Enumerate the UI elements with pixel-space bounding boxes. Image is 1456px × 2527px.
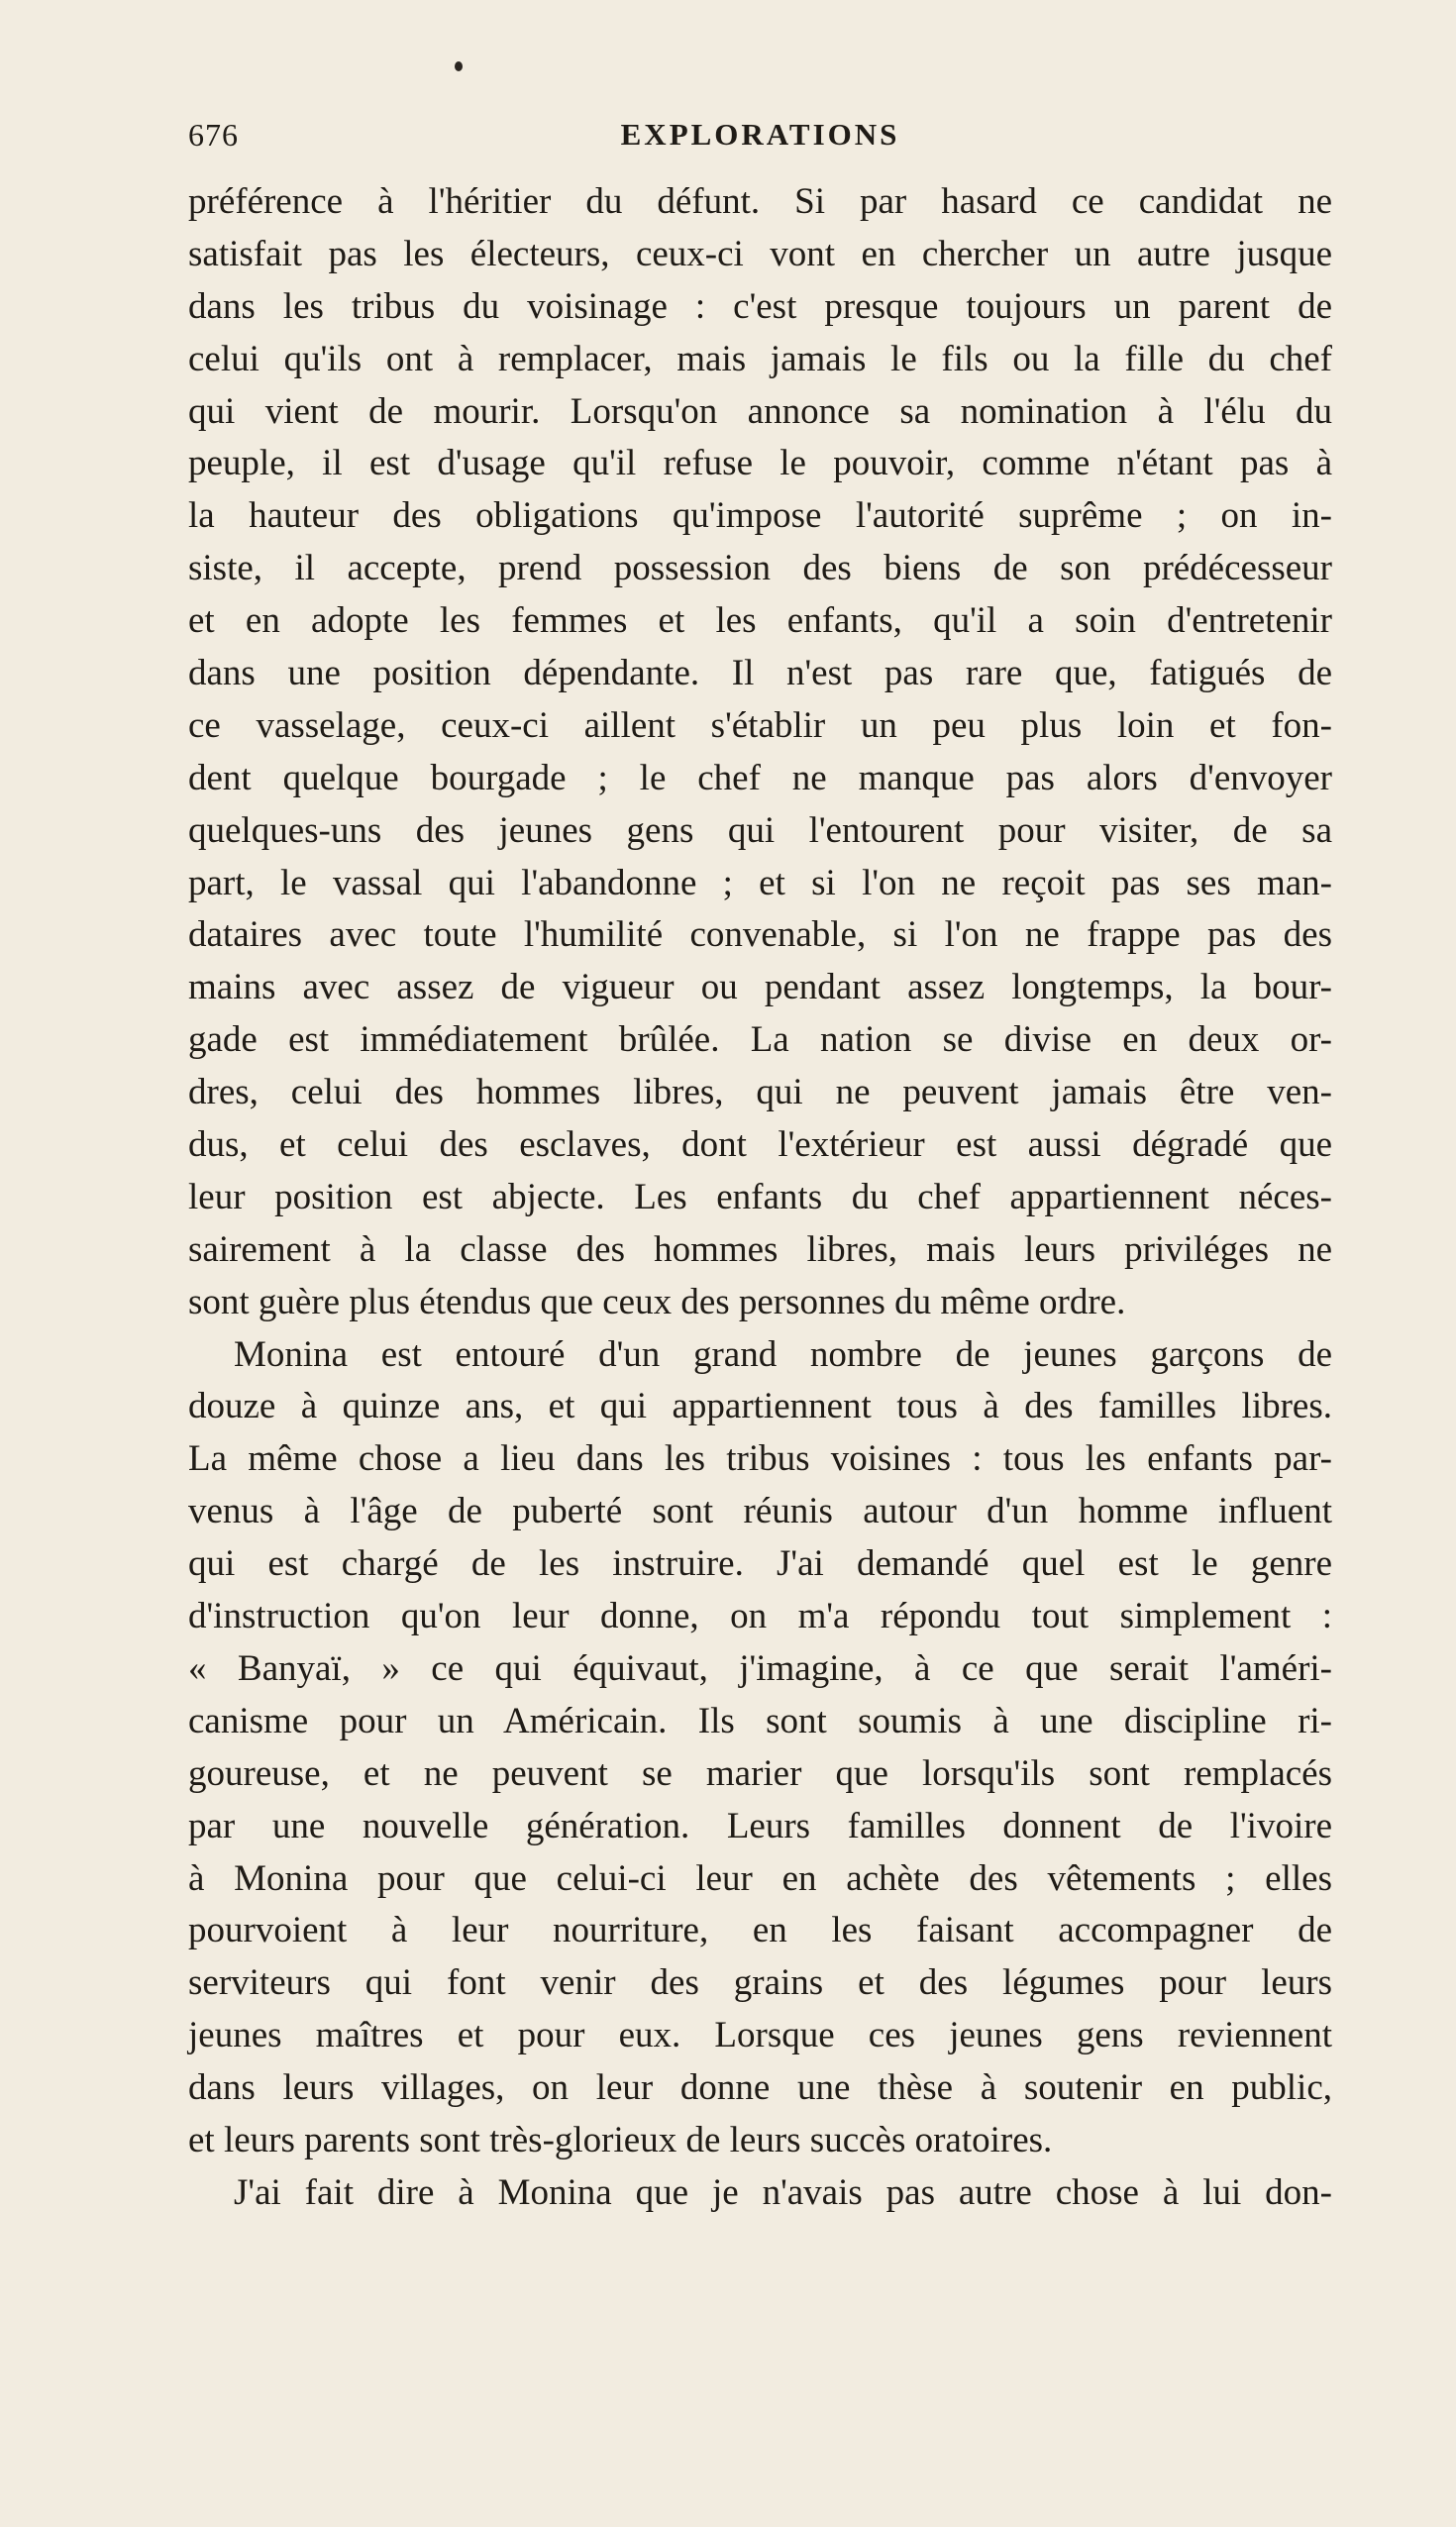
text-line: jeunes maîtres et pour eux. Lorsque ces jeunes gens reviennent — [188, 2015, 1332, 2056]
text-line: et en adopte les femmes et les enfants, qu'il a soin d'entretenir — [188, 600, 1332, 642]
text-line: mains avec assez de vigueur ou pendant assez longtemps, la bour- — [188, 967, 1332, 1008]
text-line: canisme pour un Américain. Ils sont soumis à une discipline ri- — [188, 1700, 1332, 1741]
text-line: gade est immédiatement brûlée. La nation se divise en deux or- — [188, 1019, 1332, 1061]
text-line: qui vient de mourir. Lorsqu'on annonce sa nomination à l'élu du — [188, 390, 1332, 432]
text-line: douze à quinze ans, et qui appartiennent tous à des familles libres. — [188, 1386, 1332, 1427]
text-line: satisfait pas les électeurs, ceux-ci vont en chercher un autre jusque — [188, 233, 1332, 274]
text-line: la hauteur des obligations qu'impose l'autorité suprême ; on in- — [188, 495, 1332, 537]
text-line: dans les tribus du voisinage : c'est presque toujours un parent de — [188, 285, 1332, 327]
running-title: EXPLORATIONS — [620, 117, 900, 152]
text-line: préférence à l'héritier du défunt. Si par hasard ce candidat ne — [188, 181, 1332, 222]
text-line: Monina est entouré d'un grand nombre de jeunes garçons de — [234, 1333, 1332, 1375]
text-line: part, le vassal qui l'abandonne ; et si l'on ne reçoit pas ses man- — [188, 862, 1332, 903]
text-line: J'ai fait dire à Monina que je n'avais pas autre chose à lui don- — [234, 2171, 1332, 2213]
text-line: qui est chargé de les instruire. J'ai demandé quel est le genre — [188, 1543, 1332, 1585]
text-line: serviteurs qui font venir des grains et des légumes pour leurs — [188, 1962, 1332, 2004]
text-line: « Banyaï, » ce qui équivaut, j'imagine, à ce que serait l'améri- — [188, 1647, 1332, 1689]
text-line: La même chose a lieu dans les tribus voisines : tous les enfants par- — [188, 1438, 1332, 1480]
text-line: siste, il accepte, prend possession des biens de son prédécesseur — [188, 548, 1332, 589]
text-line: pourvoient à leur nourriture, en les faisant accompagner de — [188, 1910, 1332, 1951]
text-line: d'instruction qu'on leur donne, on m'a répondu tout simplement : — [188, 1596, 1332, 1637]
text-line: sont guère plus étendus que ceux des personnes du même ordre. — [188, 1281, 1126, 1322]
text-line: goureuse, et ne peuvent se marier que lorsqu'ils sont remplacés — [188, 1752, 1332, 1794]
text-line: peuple, il est d'usage qu'il refuse le pouvoir, comme n'étant pas à — [188, 443, 1332, 484]
text-line: et leurs parents sont très-glorieux de leurs succès oratoires. — [188, 2119, 1053, 2160]
ink-dot — [455, 61, 463, 71]
text-line: dres, celui des hommes libres, qui ne peuvent jamais être ven- — [188, 1072, 1332, 1113]
text-line: venus à l'âge de puberté sont réunis autour d'un homme influent — [188, 1491, 1332, 1532]
text-line: par une nouvelle génération. Leurs familles donnent de l'ivoire — [188, 1805, 1332, 1846]
text-line: leur position est abjecte. Les enfants du chef appartiennent néces- — [188, 1176, 1332, 1217]
text-line: à Monina pour que celui-ci leur en achète des vêtements ; elles — [188, 1857, 1332, 1899]
text-line: dans leurs villages, on leur donne une thèse à soutenir en public, — [188, 2067, 1332, 2109]
text-line: ce vasselage, ceux-ci aillent s'établir un peu plus loin et fon- — [188, 704, 1332, 746]
text-line: celui qu'ils ont à remplacer, mais jamais le fils ou la fille du chef — [188, 338, 1332, 379]
text-line: dent quelque bourgade ; le chef ne manque pas alors d'envoyer — [188, 757, 1332, 798]
text-line: quelques-uns des jeunes gens qui l'entourent pour visiter, de sa — [188, 809, 1332, 851]
page-header — [188, 117, 1332, 166]
text-line: dans une position dépendante. Il n'est pas rare que, fatigués de — [188, 653, 1332, 694]
page-number: 676 — [188, 117, 239, 153]
text-line: dataires avec toute l'humilité convenable, si l'on ne frappe pas des — [188, 914, 1332, 956]
text-line: sairement à la classe des hommes libres, mais leurs priviléges ne — [188, 1228, 1332, 1270]
text-line: dus, et celui des esclaves, dont l'extérieur est aussi dégradé que — [188, 1124, 1332, 1166]
body-text — [188, 176, 1332, 2220]
